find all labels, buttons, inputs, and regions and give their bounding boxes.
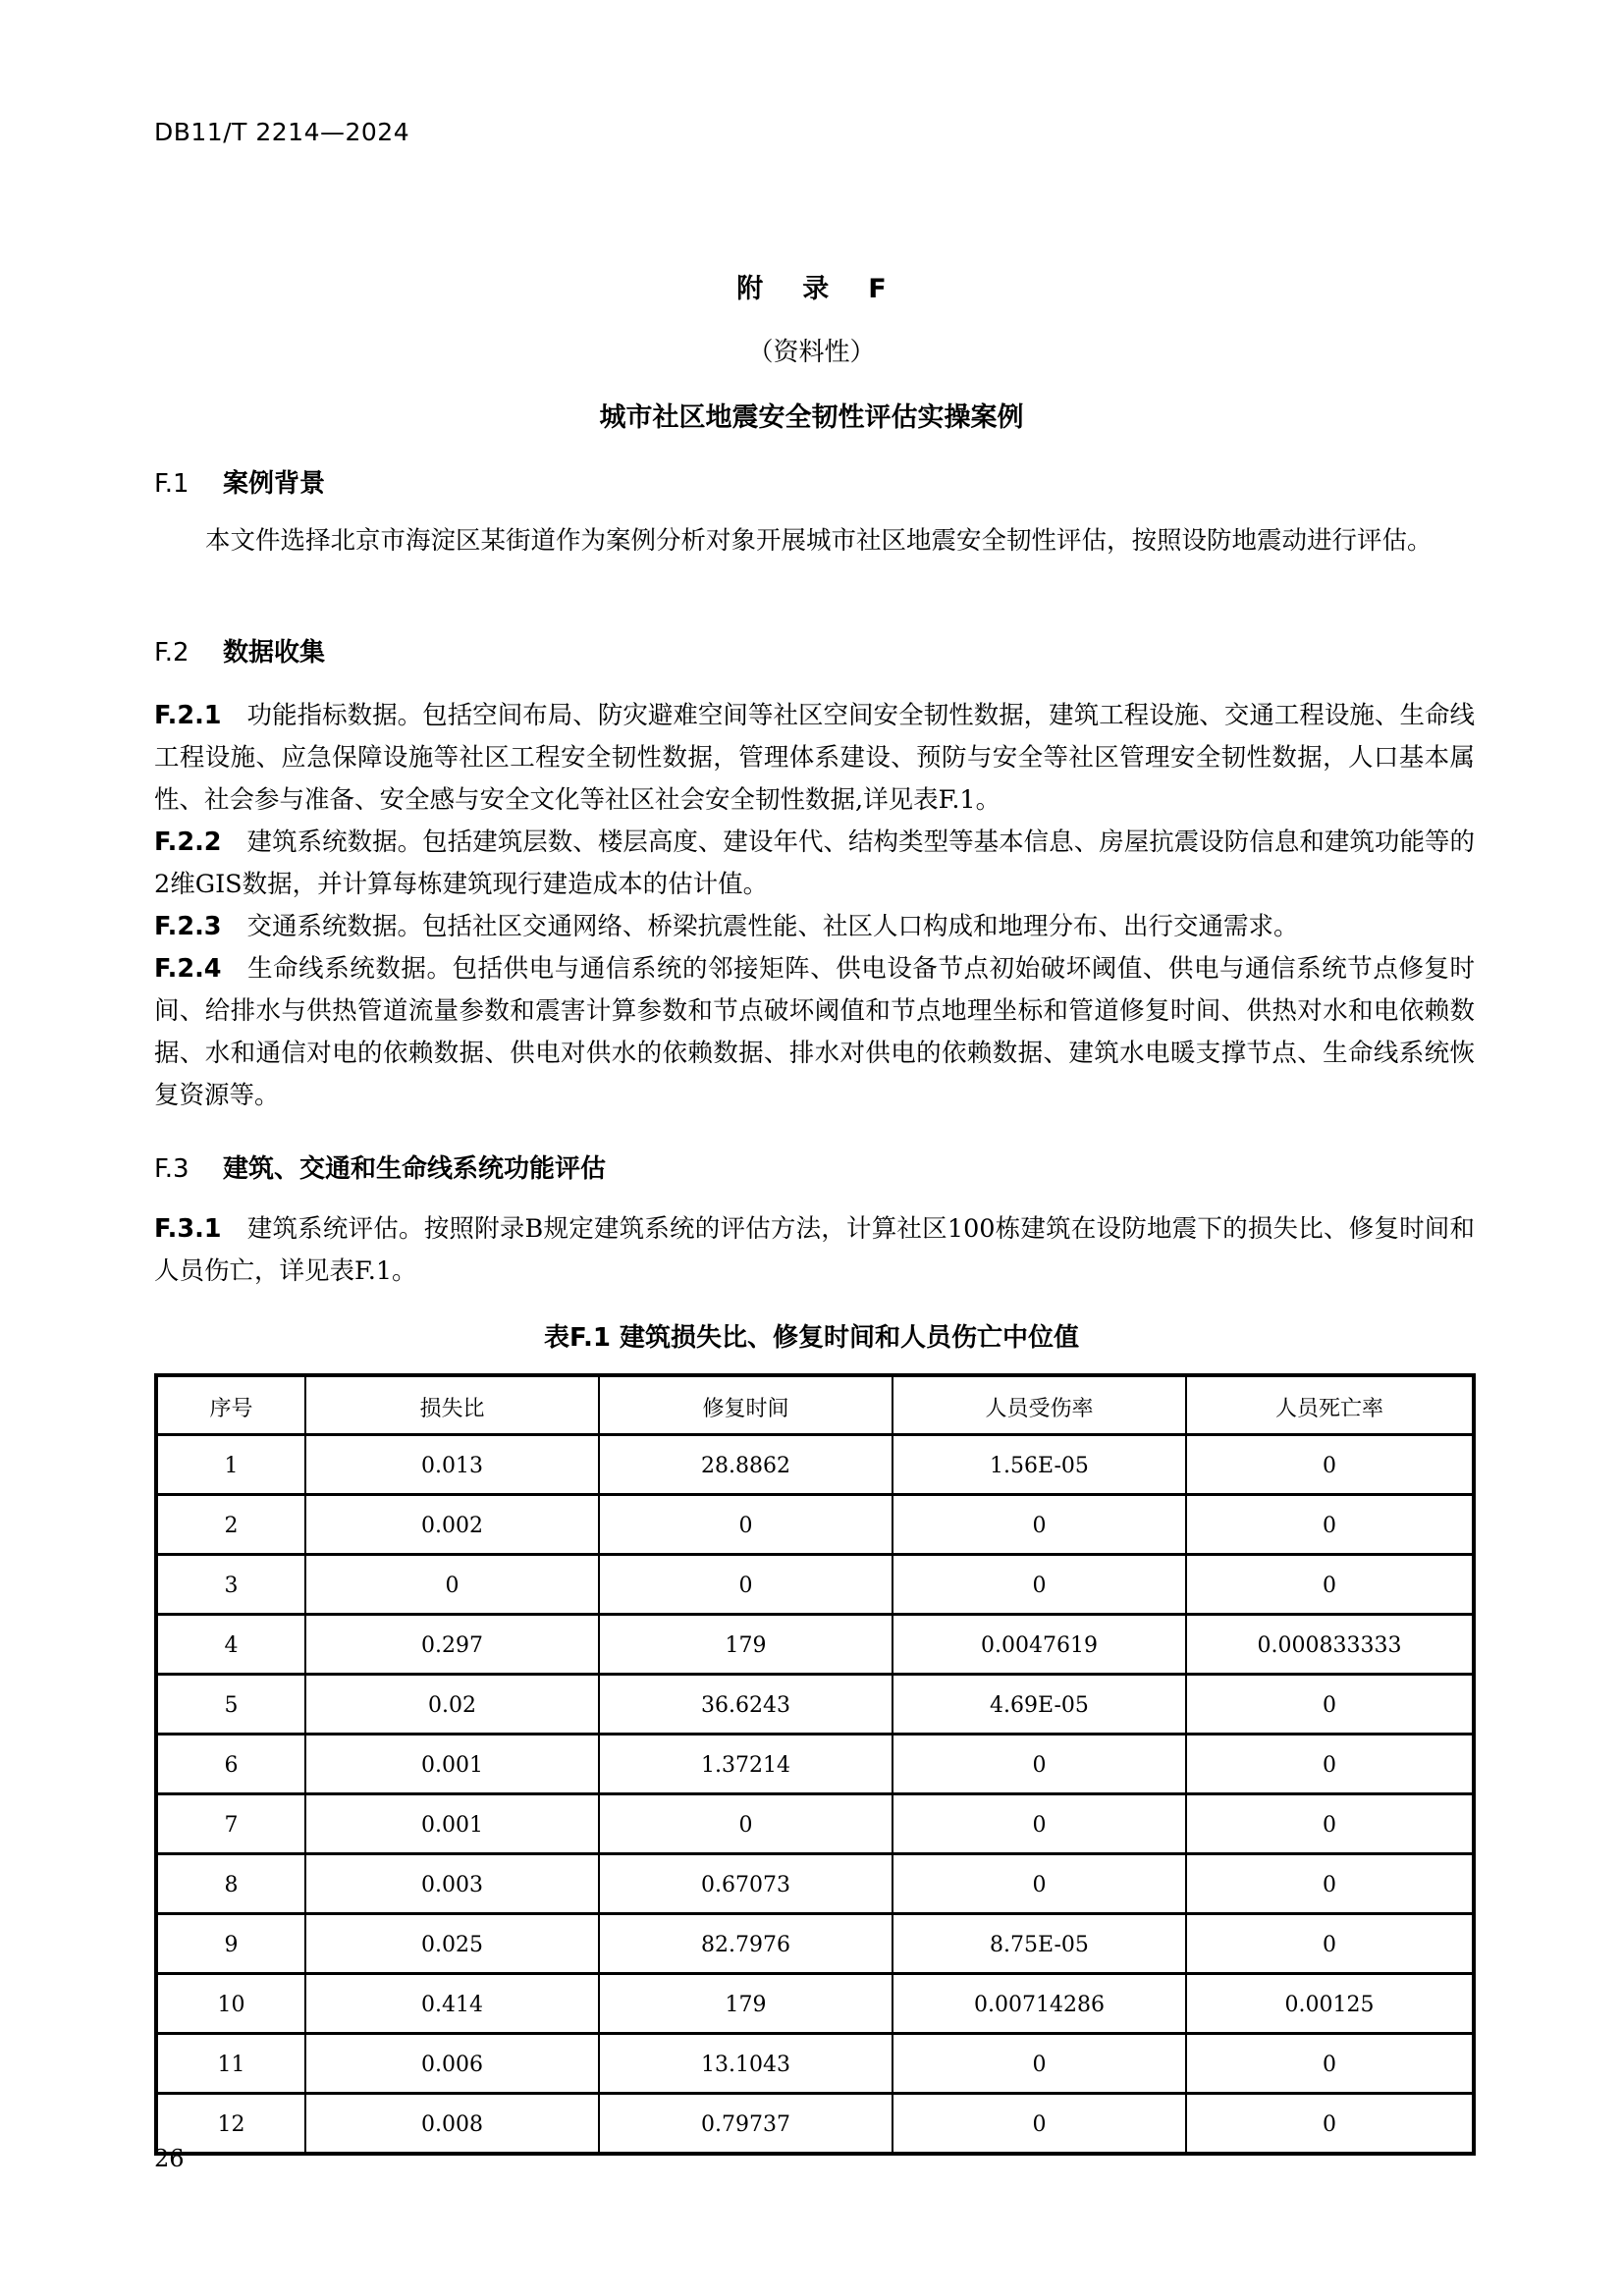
table-row	[156, 1914, 1474, 1974]
column-header: 序号	[156, 1375, 305, 1435]
table-cell: 0.00714286	[893, 1974, 1186, 2034]
table-cell: 5	[156, 1675, 305, 1735]
data-table	[154, 1373, 1476, 2156]
table-cell: 11	[156, 2034, 305, 2094]
table-cell: 0.79737	[599, 2094, 893, 2155]
column-header: 人员受伤率	[893, 1375, 1186, 1435]
table-cell: 0.00125	[1186, 1974, 1474, 2034]
table-row	[156, 1435, 1474, 1495]
table-cell: 0	[599, 1495, 893, 1555]
table-cell: 0.008	[305, 2094, 599, 2155]
table-cell: 9	[156, 1914, 305, 1974]
appendix-title	[0, 267, 1623, 305]
table-cell: 1.56E-05	[893, 1435, 1186, 1495]
table-cell: 28.8862	[599, 1435, 893, 1495]
table-cell: 3	[156, 1555, 305, 1615]
table-cell: 0.414	[305, 1974, 599, 2034]
table-cell: 13.1043	[599, 2034, 893, 2094]
table-cell: 8	[156, 1854, 305, 1914]
table-cell: 12	[156, 2094, 305, 2155]
column-header: 修复时间	[599, 1375, 893, 1435]
appendix-title-part: F	[868, 274, 887, 304]
table-cell: 0.0047619	[893, 1615, 1186, 1675]
table-cell: 8.75E-05	[893, 1914, 1186, 1974]
table-row	[156, 1675, 1474, 1735]
table-cell: 0	[1186, 1435, 1474, 1495]
table-cell: 0.013	[305, 1435, 599, 1495]
clause-f2-3	[154, 906, 1475, 948]
table-cell: 0	[893, 1794, 1186, 1854]
appendix-title-part: 录	[802, 274, 830, 304]
table-cell: 0	[893, 1495, 1186, 1555]
clause-number: F.2.2	[154, 828, 222, 857]
table-cell: 0.001	[305, 1735, 599, 1794]
table-cell: 0	[893, 2034, 1186, 2094]
table-row	[156, 1974, 1474, 2034]
table-row	[156, 1555, 1474, 1615]
table-cell: 0	[1186, 2094, 1474, 2155]
table-cell: 0.02	[305, 1675, 599, 1735]
table-cell: 0	[893, 1735, 1186, 1794]
clause-number: F.3.1	[154, 1214, 222, 1244]
table-cell: 0.297	[305, 1615, 599, 1675]
appendix-title-part: 附	[736, 274, 764, 304]
clause-text: 建筑系统评估。按照附录B规定建筑系统的评估方法，计算社区100栋建筑在设防地震下的损失比、修复时间和人员伤亡，详见表F.1。	[154, 1214, 1475, 1286]
column-header: 损失比	[305, 1375, 599, 1435]
section-heading-f3	[154, 1148, 606, 1185]
table-cell: 0	[305, 1555, 599, 1615]
table-cell: 82.7976	[599, 1914, 893, 1974]
clause-f3-1	[154, 1208, 1475, 1293]
section-title: 案例背景	[223, 469, 326, 499]
table-cell: 0	[893, 1854, 1186, 1914]
clause-text: 功能指标数据。包括空间布局、防灾避难空间等社区空间安全韧性数据，建筑工程设施、交通工程设施、生命线工程设施、应急保障设施等社区工程安全韧性数据，管理体系建设、预防与安全等社区管理安全韧性数据，人口基本属性、社会参与准备、安全感与安全文化等社区社会安全韧性数据,详见表F.1。	[154, 701, 1475, 815]
table-cell: 36.6243	[599, 1675, 893, 1735]
table-row	[156, 2034, 1474, 2094]
document-code: DB11/T 2214—2024	[154, 118, 410, 146]
table-row	[156, 1615, 1474, 1675]
table-cell: 0	[599, 1555, 893, 1615]
table-cell: 0	[893, 1555, 1186, 1615]
clause-number: F.2.4	[154, 954, 222, 984]
table-row	[156, 2094, 1474, 2155]
table-cell: 179	[599, 1974, 893, 2034]
table-cell: 1.37214	[599, 1735, 893, 1794]
table-cell: 0	[1186, 1735, 1474, 1794]
clause-text: 交通系统数据。包括社区交通网络、桥梁抗震性能、社区人口构成和地理分布、出行交通需求。	[246, 912, 1299, 941]
table-cell: 0	[1186, 1854, 1474, 1914]
table-row	[156, 1794, 1474, 1854]
table-cell: 0	[1186, 1914, 1474, 1974]
appendix-name: 城市社区地震安全韧性评估实操案例	[599, 402, 1024, 433]
table-row	[156, 1735, 1474, 1794]
table-cell: 0.025	[305, 1914, 599, 1974]
section-heading-f2	[154, 632, 325, 668]
clause-text: 建筑系统数据。包括建筑层数、楼层高度、建设年代、结构类型等基本信息、房屋抗震设防信息和建筑功能等的2维GIS数据，并计算每栋建筑现行建造成本的估计值。	[154, 828, 1475, 899]
clause-f2-1	[154, 695, 1475, 822]
table-cell: 6	[156, 1735, 305, 1794]
table-cell: 1	[156, 1435, 305, 1495]
clause-text: 生命线系统数据。包括供电与通信系统的邻接矩阵、供电设备节点初始破坏阈值、供电与通信系统节点修复时间、给排水与供热管道流量参数和震害计算参数和节点破坏阈值和节点地理坐标和管道修复时间、供热对水和电依赖数据、水和通信对电的依赖数据、供电对供水的依赖数据、排水对供电的依赖数据、建筑水电暖支撑节点、生命线系统恢复资源等。	[154, 954, 1475, 1110]
section-number: F.1	[154, 469, 189, 499]
section-number: F.3	[154, 1154, 189, 1184]
table-cell: 0.001	[305, 1794, 599, 1854]
table-cell: 0	[1186, 1675, 1474, 1735]
table-cell: 4.69E-05	[893, 1675, 1186, 1735]
table-cell: 0	[893, 2094, 1186, 2155]
table-row	[156, 1495, 1474, 1555]
clause-number: F.2.3	[154, 912, 222, 941]
table-cell: 0	[1186, 2034, 1474, 2094]
table-cell: 0	[1186, 1794, 1474, 1854]
clause-number: F.2.1	[154, 701, 222, 730]
appendix-type: （资料性）	[747, 338, 876, 367]
table-cell: 0.67073	[599, 1854, 893, 1914]
table-cell: 0	[1186, 1555, 1474, 1615]
section-heading-f1	[154, 463, 325, 500]
paragraph-f1: 本文件选择北京市海淀区某街道作为案例分析对象开展城市社区地震安全韧性评估，按照设防地震动进行评估。	[205, 526, 1433, 556]
table-cell: 4	[156, 1615, 305, 1675]
table-cell: 10	[156, 1974, 305, 2034]
table-cell: 0.002	[305, 1495, 599, 1555]
table-cell: 0	[599, 1794, 893, 1854]
clause-f2-2	[154, 822, 1475, 906]
table-cell: 0.003	[305, 1854, 599, 1914]
column-header: 人员死亡率	[1186, 1375, 1474, 1435]
table-cell: 2	[156, 1495, 305, 1555]
table-cell: 179	[599, 1615, 893, 1675]
table-cell: 0	[1186, 1495, 1474, 1555]
table-cell: 0.000833333	[1186, 1615, 1474, 1675]
table-header-row	[156, 1375, 1474, 1435]
clause-f2-4	[154, 948, 1475, 1117]
table-cell: 7	[156, 1794, 305, 1854]
section-number: F.2	[154, 638, 189, 667]
table-cell: 0.006	[305, 2034, 599, 2094]
section-title: 数据收集	[223, 638, 326, 667]
table-row	[156, 1854, 1474, 1914]
page-number: 26	[154, 2145, 185, 2172]
section-title: 建筑、交通和生命线系统功能评估	[223, 1154, 607, 1184]
table-caption: 表F.1 建筑损失比、修复时间和人员伤亡中位值	[544, 1323, 1079, 1353]
